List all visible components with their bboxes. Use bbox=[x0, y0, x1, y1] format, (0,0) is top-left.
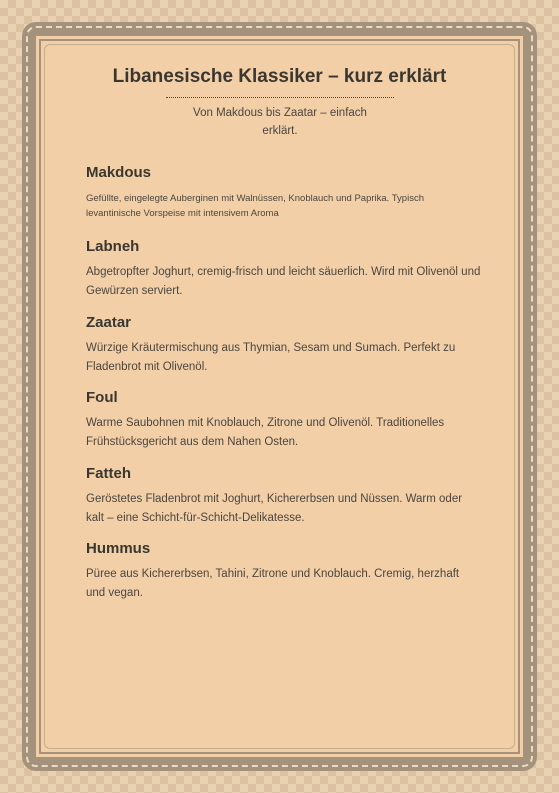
dish-description: Geröstetes Fladenbrot mit Joghurt, Kichererbsen und Nüssen. Warm oder kalt – eine Schicht-für-Schicht-Delikatesse. bbox=[86, 493, 463, 524]
dish-name: Fatteh bbox=[86, 465, 131, 482]
dish-fatteh bbox=[86, 465, 481, 528]
dish-hummus bbox=[86, 540, 481, 603]
dish-description: Gefüllte, eingelegte Auberginen mit Walnüssen, Knoblauch und Paprika. Typisch levantinische Vorspeise mit intensivem Aroma bbox=[86, 193, 424, 219]
dish-makdous bbox=[86, 164, 481, 221]
dish-name: Hummus bbox=[86, 540, 151, 557]
dish-name: Makdous bbox=[86, 164, 152, 181]
dish-description: Warme Saubohnen mit Knoblauch, Zitrone und Olivenöl. Traditionelles Frühstücksgericht aus dem Nahen Osten. bbox=[86, 417, 445, 448]
dish-description: Püree aus Kichererbsen, Tahini, Zitrone und Knoblauch. Cremig, herzhaft und vegan. bbox=[86, 568, 460, 599]
dish-name: Zaatar bbox=[86, 314, 132, 331]
dish-labneh bbox=[86, 238, 481, 301]
dish-zaatar bbox=[86, 314, 481, 377]
page-subtitle: Von Makdous bis Zaatar – einfach erklärt. bbox=[193, 107, 367, 137]
dish-name: Labneh bbox=[86, 238, 140, 255]
dish-description: Würzige Kräutermischung aus Thymian, Sesam und Sumach. Perfekt zu Fladenbrot mit Olivenöl. bbox=[86, 342, 456, 373]
dish-foul bbox=[86, 389, 481, 452]
dish-description: Abgetropfter Joghurt, cremig-frisch und leicht säuerlich. Wird mit Olivenöl und Gewürzen serviert. bbox=[86, 266, 481, 297]
dish-name: Foul bbox=[86, 389, 118, 406]
page-title: Libanesische Klassiker – kurz erklärt bbox=[112, 66, 447, 87]
title-divider bbox=[166, 97, 394, 98]
